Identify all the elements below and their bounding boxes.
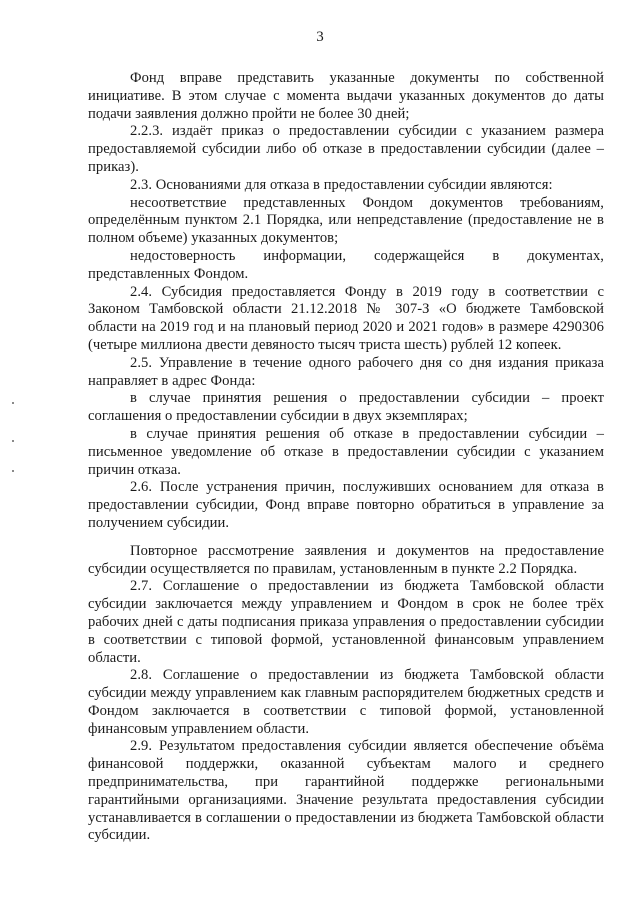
page-number: 3 (316, 29, 324, 45)
paragraph: недостоверность информации, содержащейся в документах, представленных Фондом. (88, 247, 604, 282)
paragraph: 2.5. Управление в течение одного рабочего дня со дня издания приказа направляет в адрес Фонда: (88, 354, 604, 389)
paragraph: в случае принятия решения об отказе в предоставлении субсидии – письменное уведомление об отказе в предоставлении субсидии с указанием причин отказа. (88, 425, 604, 478)
paragraph: Повторное рассмотрение заявления и документов на предоставление субсидии осуществляется по правилам, установленным в пункте 2.2 Порядка. (88, 542, 604, 577)
paragraph: 2.9. Результатом предоставления субсидии является обеспечение объёма финансовой поддержки, оказанной субъектам малого и среднего предпринимательства, при гарантийной поддержке региональными гарантийными организациями. Значение результата предоставления субсидии устанавливается в соглашении о предоставлении из бюджета Тамбовской области субсидии. (88, 738, 604, 844)
document-body (88, 70, 604, 845)
paragraph: 2.6. После устранения причин, послуживших основанием для отказа в предоставлении субсидии, Фонд вправе повторно обратиться в управление за получением субсидии. (88, 479, 604, 531)
paragraph: в случае принятия решения о предоставлении субсидии – проект соглашения о предоставлении субсидии в двух экземплярах; (88, 390, 604, 425)
paragraph: 2.8. Соглашение о предоставлении из бюджета Тамбовской области субсидии между управлением как главным распорядителем бюджетных средств и Фондом заключается в соответствии с типовой формой, установленной финансовым управлением области. (88, 667, 604, 737)
scan-margin-mark (12, 440, 14, 442)
scan-margin-mark (12, 470, 14, 472)
paragraph: 2.3. Основаниями для отказа в предоставлении субсидии являются: (130, 176, 553, 193)
paragraph: несоответствие представленных Фондом документов требованиям, определённым пунктом 2.1 Порядка, или непредставление (предоставление не в полном объеме) указанных документов; (88, 194, 604, 247)
paragraph: 2.2.3. издаёт приказ о предоставлении субсидии с указанием размера предоставляемой субсидии либо об отказе в предоставлении субсидии (далее – приказ). (88, 123, 604, 175)
paragraph: Фонд вправе представить указанные документы по собственной инициативе. В этом случае с момента выдачи указанных документов до даты подачи заявления должно пройти не более 30 дней; (88, 70, 604, 122)
paragraph: 2.7. Соглашение о предоставлении из бюджета Тамбовской области субсидии заключается между управлением и Фондом в срок не более трёх рабочих дней с даты подписания приказа управления о предоставлении субсидии в соответствии с типовой формой, установленной финансовым управлением области. (88, 578, 604, 666)
scan-margin-mark (12, 402, 14, 404)
paragraph: 2.4. Субсидия предоставляется Фонду в 2019 году в соответствии с Законом Тамбовской области 21.12.2018 № 307-З «О бюджете Тамбовской области на 2019 год и на плановый период 2020 и 2021 годов» в размере 4290306 (четыре миллиона двести девяносто тысяч триста шесть) рублей 12 копеек. (88, 283, 604, 353)
